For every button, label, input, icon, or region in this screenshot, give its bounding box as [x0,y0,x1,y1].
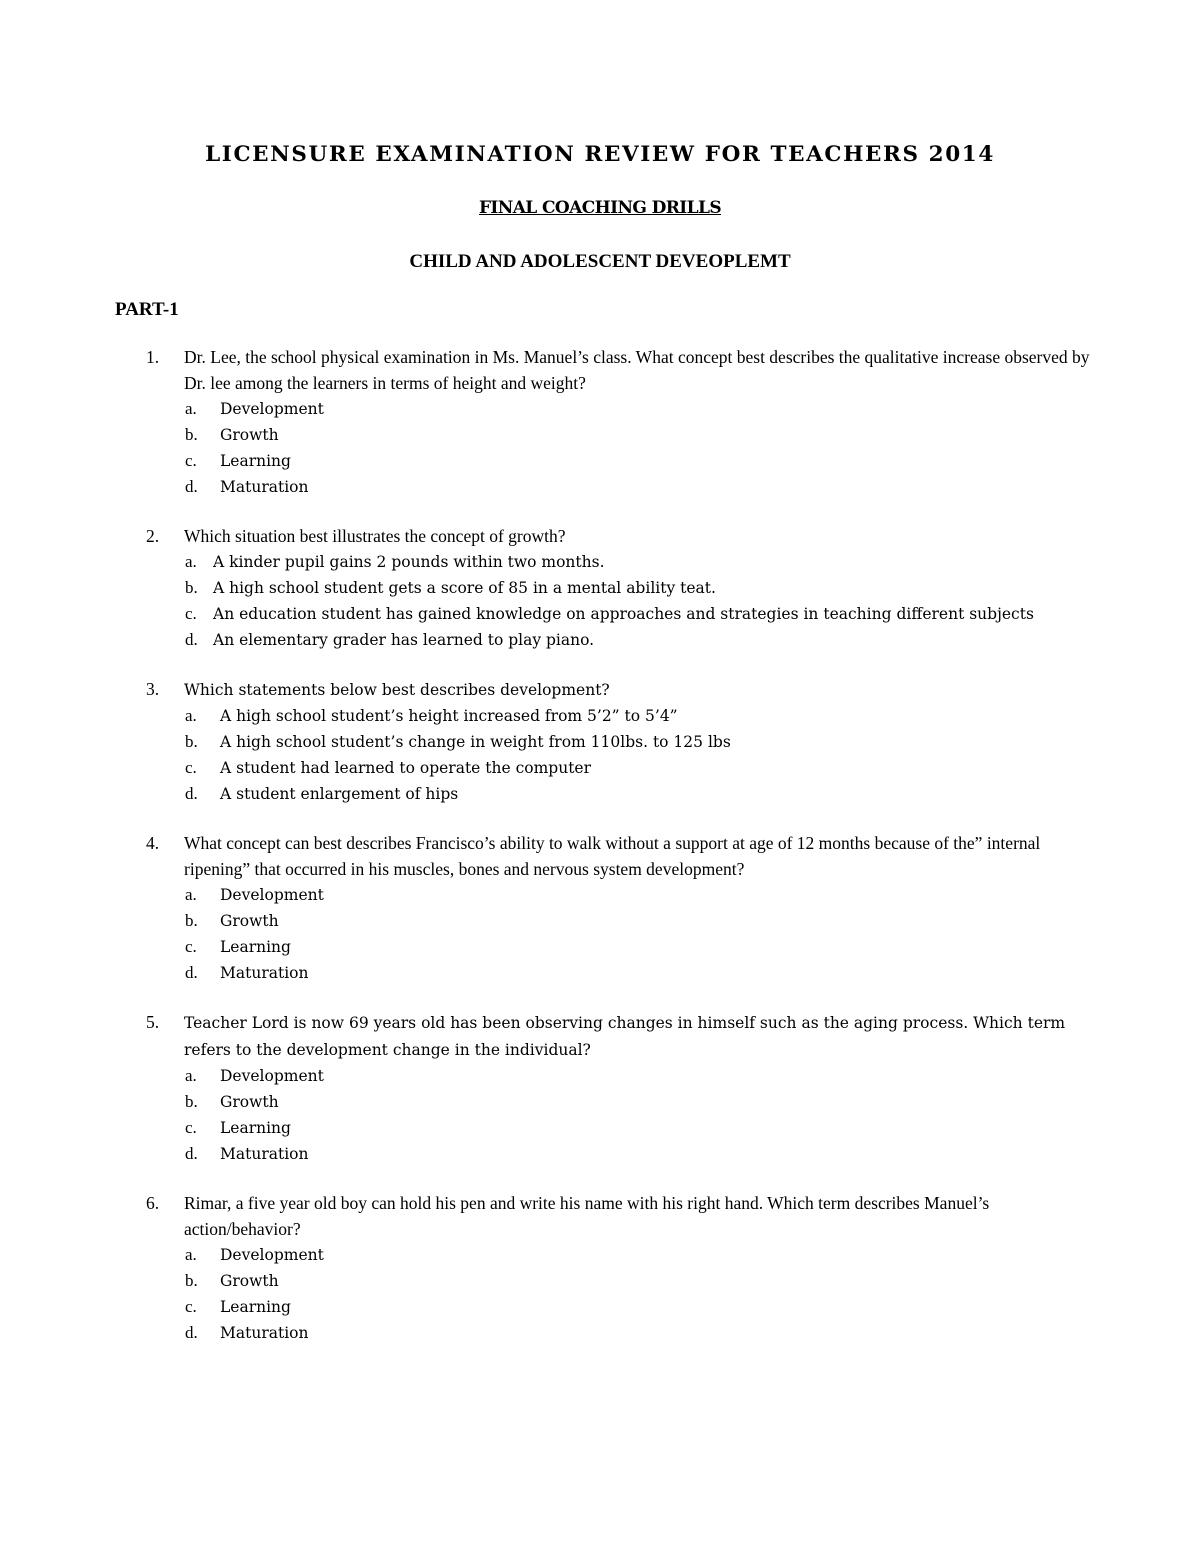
question-text: Which statements below best describes development? [184,681,610,699]
answer-choice [0,1242,1200,1268]
question-number: 1. [146,347,160,367]
answer-choice [0,627,1200,653]
choice-text: Learning [220,1298,291,1316]
choice-text: Growth [220,426,279,444]
answer-choice [0,549,1200,575]
choice-letter: d. [185,477,198,496]
part-heading: PART-1 [115,299,179,320]
question-number: 2. [146,526,160,546]
question-text: Teacher Lord is now 69 years old has been observing changes in himself such as the aging process. Which term refers to the development change in the individual? [184,1014,1066,1059]
answer-choice [0,960,1200,986]
question-stem [0,676,1200,703]
choice-text: A high school student gets a score of 85 in a mental ability teat. [213,579,716,597]
answer-choice [0,781,1200,807]
choice-list [0,1063,1200,1167]
choice-text: Maturation [220,478,309,496]
choice-letter: c. [185,451,197,470]
answer-choice [0,882,1200,908]
answer-choice [0,474,1200,500]
question-stem [0,830,1200,882]
answer-choice [0,575,1200,601]
answer-choice [0,1141,1200,1167]
question-stem [0,1009,1200,1063]
question-text: What concept can best describes Francisco’s ability to walk without a support at age of 12 months because of the” internal ripening” that occurred in his muscles, bones and nervous system development? [184,833,1041,879]
answer-choice [0,703,1200,729]
question-item [0,1009,1200,1167]
answer-choice [0,1089,1200,1115]
choice-text: Growth [220,912,279,930]
choice-text: Development [220,886,324,904]
choice-letter: b. [185,425,198,444]
choice-letter: a. [185,1245,197,1264]
choice-list [0,1242,1200,1346]
question-item [0,1190,1200,1346]
choice-text: A student had learned to operate the computer [220,759,592,777]
choice-text: Development [220,1246,324,1264]
subject-heading: CHILD AND ADOLESCENT DEVEOPLEMT [409,251,791,272]
choice-letter: c. [185,604,197,623]
answer-choice [0,1115,1200,1141]
choice-letter: c. [185,1118,197,1137]
choice-letter: c. [185,1297,197,1316]
choice-text: Growth [220,1093,279,1111]
question-item [0,344,1200,500]
choice-letter: c. [185,758,197,777]
choice-text: Maturation [220,1324,309,1342]
choice-letter: a. [185,885,197,904]
choice-letter: a. [185,706,197,725]
choice-text: Development [220,400,324,418]
choice-letter: d. [185,630,198,649]
choice-text: Learning [220,1119,291,1137]
answer-choice [0,934,1200,960]
answer-choice [0,448,1200,474]
choice-list [0,549,1200,653]
answer-choice [0,1268,1200,1294]
question-stem [0,523,1200,549]
question-number: 6. [146,1193,160,1213]
choice-text: A high school student’s change in weight from 110lbs. to 125 lbs [220,733,731,751]
answer-choice [0,1320,1200,1346]
choice-letter: d. [185,784,198,803]
choice-list [0,396,1200,500]
choice-letter: b. [185,578,198,597]
answer-choice [0,1294,1200,1320]
question-item [0,523,1200,653]
choice-text: Development [220,1067,324,1085]
question-number: 5. [146,1012,160,1032]
answer-choice [0,422,1200,448]
question-list [0,344,1200,1369]
choice-letter: a. [185,1066,197,1085]
question-text: Dr. Lee, the school physical examination in Ms. Manuel’s class. What concept best describes the qualitative increase observed by Dr. lee among the learners in terms of height and weight? [184,347,1090,393]
choice-letter: b. [185,1271,198,1290]
question-stem [0,1190,1200,1242]
choice-letter: b. [185,1092,198,1111]
choice-text: An education student has gained knowledge on approaches and strategies in teaching different subjects [213,605,1034,623]
choice-letter: a. [185,552,197,571]
question-text: Which situation best illustrates the concept of growth? [184,526,566,546]
choice-letter: d. [185,1144,198,1163]
choice-text: Maturation [220,964,309,982]
question-item [0,830,1200,986]
choice-letter: b. [185,732,198,751]
choice-text: A high school student’s height increased from 5’2” to 5’4” [220,707,678,725]
choice-text: A student enlargement of hips [220,785,459,803]
choice-text: Learning [220,938,291,956]
choice-text: Growth [220,1272,279,1290]
question-text: Rimar, a five year old boy can hold his pen and write his name with his right hand. Which term describes Manuel’s action/behavior? [184,1193,990,1239]
answer-choice [0,908,1200,934]
choice-text: Maturation [220,1145,309,1163]
answer-choice [0,1063,1200,1089]
choice-letter: d. [185,1323,198,1342]
page-title: LICENSURE EXAMINATION REVIEW FOR TEACHERS 2014 [205,142,995,167]
choice-letter: d. [185,963,198,982]
answer-choice [0,396,1200,422]
question-stem [0,344,1200,396]
choice-list [0,703,1200,807]
answer-choice [0,729,1200,755]
choice-text: An elementary grader has learned to play piano. [213,631,595,649]
page-subtitle: FINAL COACHING DRILLS [478,198,722,218]
choice-letter: c. [185,937,197,956]
choice-text: Learning [220,452,291,470]
choice-letter: b. [185,911,198,930]
question-number: 3. [146,679,160,699]
question-item [0,676,1200,807]
choice-letter: a. [185,399,197,418]
question-number: 4. [146,833,160,853]
answer-choice [0,601,1200,627]
choice-text: A kinder pupil gains 2 pounds within two months. [213,553,605,571]
answer-choice [0,755,1200,781]
choice-list [0,882,1200,986]
